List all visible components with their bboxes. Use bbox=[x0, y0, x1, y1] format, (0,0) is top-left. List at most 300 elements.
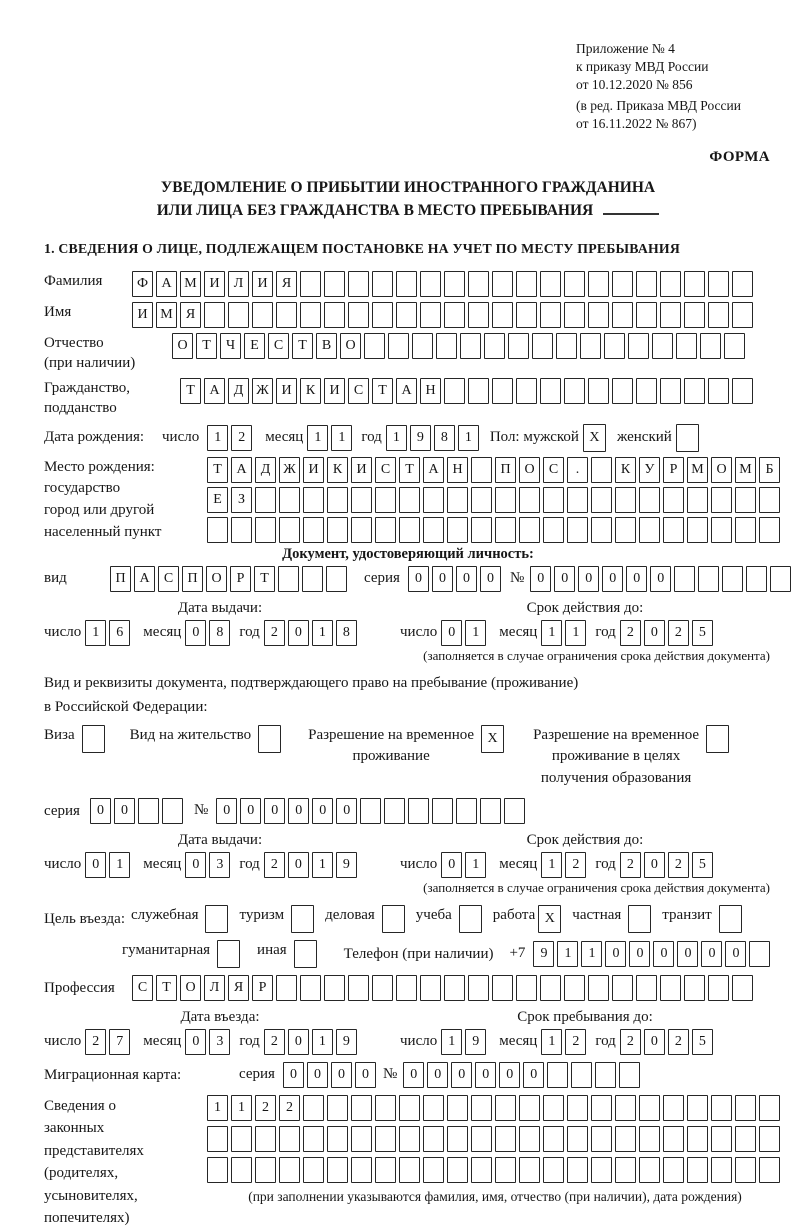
char-box[interactable]: 9 bbox=[336, 1029, 357, 1055]
char-box[interactable]: 0 bbox=[264, 798, 285, 824]
char-box[interactable] bbox=[460, 333, 481, 359]
char-box[interactable] bbox=[639, 487, 660, 513]
char-box[interactable] bbox=[423, 517, 444, 543]
char-box[interactable]: 2 bbox=[668, 620, 689, 646]
char-box[interactable] bbox=[375, 517, 396, 543]
char-box[interactable] bbox=[663, 517, 684, 543]
stay-month-boxes[interactable] bbox=[541, 1029, 589, 1055]
char-box[interactable] bbox=[324, 302, 345, 328]
char-box[interactable] bbox=[532, 333, 553, 359]
char-box[interactable] bbox=[615, 517, 636, 543]
birth-place-boxes-row3[interactable] bbox=[207, 517, 783, 543]
char-box[interactable]: 1 bbox=[207, 425, 228, 451]
char-box[interactable] bbox=[303, 1157, 324, 1183]
char-box[interactable]: 1 bbox=[312, 620, 333, 646]
char-box[interactable]: Я bbox=[180, 302, 201, 328]
char-box[interactable] bbox=[495, 487, 516, 513]
char-box[interactable]: 0 bbox=[677, 941, 698, 967]
char-box[interactable]: Т bbox=[196, 333, 217, 359]
char-box[interactable] bbox=[138, 798, 159, 824]
representatives-boxes-row2[interactable] bbox=[207, 1126, 783, 1152]
char-box[interactable] bbox=[567, 517, 588, 543]
char-box[interactable] bbox=[636, 975, 657, 1001]
char-box[interactable] bbox=[495, 1095, 516, 1121]
char-box[interactable] bbox=[468, 378, 489, 404]
char-box[interactable]: 0 bbox=[288, 620, 309, 646]
char-box[interactable] bbox=[759, 517, 780, 543]
char-box[interactable]: 0 bbox=[725, 941, 746, 967]
char-box[interactable]: 2 bbox=[565, 852, 586, 878]
char-box[interactable]: 3 bbox=[209, 1029, 230, 1055]
representatives-boxes-row3[interactable] bbox=[207, 1157, 783, 1183]
char-box[interactable] bbox=[591, 1126, 612, 1152]
char-box[interactable]: 8 bbox=[209, 620, 230, 646]
valid1-year-boxes[interactable] bbox=[620, 620, 716, 646]
char-box[interactable] bbox=[504, 798, 525, 824]
char-box[interactable]: О bbox=[172, 333, 193, 359]
char-box[interactable] bbox=[384, 798, 405, 824]
char-box[interactable] bbox=[687, 517, 708, 543]
char-box[interactable]: М bbox=[156, 302, 177, 328]
char-box[interactable]: И bbox=[303, 457, 324, 483]
char-box[interactable]: Д bbox=[228, 378, 249, 404]
char-box[interactable] bbox=[302, 566, 323, 592]
phone-boxes[interactable] bbox=[533, 941, 773, 967]
char-box[interactable] bbox=[351, 517, 372, 543]
char-box[interactable]: З bbox=[231, 487, 252, 513]
char-box[interactable] bbox=[351, 1157, 372, 1183]
char-box[interactable]: Ч bbox=[220, 333, 241, 359]
char-box[interactable]: 0 bbox=[451, 1062, 472, 1088]
char-box[interactable] bbox=[749, 941, 770, 967]
char-box[interactable]: 0 bbox=[701, 941, 722, 967]
char-box[interactable] bbox=[444, 378, 465, 404]
char-box[interactable]: 2 bbox=[668, 852, 689, 878]
char-box[interactable]: К bbox=[300, 378, 321, 404]
char-box[interactable] bbox=[556, 333, 577, 359]
char-box[interactable] bbox=[412, 333, 433, 359]
char-box[interactable]: 5 bbox=[692, 852, 713, 878]
char-box[interactable] bbox=[480, 798, 501, 824]
char-box[interactable] bbox=[388, 333, 409, 359]
char-box[interactable] bbox=[471, 1157, 492, 1183]
doc-kind-boxes[interactable] bbox=[110, 566, 350, 592]
char-box[interactable] bbox=[684, 302, 705, 328]
char-box[interactable]: Т bbox=[372, 378, 393, 404]
char-box[interactable] bbox=[612, 975, 633, 1001]
char-box[interactable] bbox=[375, 1126, 396, 1152]
char-box[interactable] bbox=[591, 457, 612, 483]
char-box[interactable] bbox=[663, 487, 684, 513]
char-box[interactable] bbox=[700, 333, 721, 359]
char-box[interactable] bbox=[540, 271, 561, 297]
char-box[interactable] bbox=[255, 517, 276, 543]
char-box[interactable] bbox=[471, 487, 492, 513]
temp-residence-education-checkbox[interactable] bbox=[706, 725, 732, 753]
char-box[interactable] bbox=[591, 1095, 612, 1121]
char-box[interactable] bbox=[372, 271, 393, 297]
char-box[interactable] bbox=[571, 1062, 592, 1088]
char-box[interactable] bbox=[351, 487, 372, 513]
char-box[interactable] bbox=[468, 302, 489, 328]
birth-day-boxes[interactable] bbox=[207, 425, 255, 451]
char-box[interactable] bbox=[303, 1095, 324, 1121]
char-box[interactable]: 0 bbox=[456, 566, 477, 592]
char-box[interactable] bbox=[595, 1062, 616, 1088]
char-box[interactable] bbox=[303, 1126, 324, 1152]
char-box[interactable]: 2 bbox=[565, 1029, 586, 1055]
char-box[interactable] bbox=[564, 975, 585, 1001]
char-box[interactable]: У bbox=[639, 457, 660, 483]
char-box[interactable] bbox=[687, 1126, 708, 1152]
char-box[interactable]: М bbox=[687, 457, 708, 483]
char-box[interactable] bbox=[615, 1157, 636, 1183]
char-box[interactable] bbox=[279, 1126, 300, 1152]
char-box[interactable]: 0 bbox=[240, 798, 261, 824]
char-box[interactable]: 1 bbox=[312, 852, 333, 878]
char-box[interactable] bbox=[711, 1095, 732, 1121]
char-box[interactable] bbox=[639, 1095, 660, 1121]
char-box[interactable] bbox=[639, 1157, 660, 1183]
char-box[interactable] bbox=[660, 271, 681, 297]
checkbox-cell[interactable] bbox=[719, 905, 742, 933]
char-box[interactable] bbox=[588, 378, 609, 404]
char-box[interactable] bbox=[444, 975, 465, 1001]
char-box[interactable] bbox=[732, 975, 753, 1001]
checkbox-cell[interactable] bbox=[205, 905, 228, 933]
char-box[interactable] bbox=[687, 487, 708, 513]
char-box[interactable] bbox=[456, 798, 477, 824]
char-box[interactable] bbox=[687, 1157, 708, 1183]
char-box[interactable] bbox=[396, 302, 417, 328]
char-box[interactable]: Н bbox=[420, 378, 441, 404]
valid2-day-boxes[interactable] bbox=[441, 852, 489, 878]
char-box[interactable] bbox=[375, 1095, 396, 1121]
char-box[interactable]: С bbox=[132, 975, 153, 1001]
purpose-chastnaya-checkbox[interactable] bbox=[628, 905, 654, 933]
char-box[interactable] bbox=[255, 1157, 276, 1183]
char-box[interactable]: А bbox=[204, 378, 225, 404]
blank-underline[interactable] bbox=[603, 199, 659, 215]
char-box[interactable] bbox=[519, 1095, 540, 1121]
char-box[interactable]: 0 bbox=[602, 566, 623, 592]
char-box[interactable] bbox=[375, 487, 396, 513]
char-box[interactable] bbox=[759, 1126, 780, 1152]
char-box[interactable] bbox=[276, 975, 297, 1001]
checkbox-cell[interactable] bbox=[676, 424, 699, 452]
char-box[interactable] bbox=[471, 457, 492, 483]
char-box[interactable]: 2 bbox=[255, 1095, 276, 1121]
char-box[interactable] bbox=[492, 975, 513, 1001]
char-box[interactable] bbox=[327, 487, 348, 513]
char-box[interactable]: 0 bbox=[288, 1029, 309, 1055]
char-box[interactable]: М bbox=[735, 457, 756, 483]
citizenship-boxes[interactable] bbox=[180, 378, 756, 404]
entry-year-boxes[interactable] bbox=[264, 1029, 360, 1055]
char-box[interactable] bbox=[567, 1126, 588, 1152]
char-box[interactable] bbox=[231, 1126, 252, 1152]
char-box[interactable] bbox=[484, 333, 505, 359]
char-box[interactable] bbox=[676, 333, 697, 359]
char-box[interactable] bbox=[684, 975, 705, 1001]
char-box[interactable]: Ф bbox=[132, 271, 153, 297]
char-box[interactable]: С bbox=[543, 457, 564, 483]
char-box[interactable]: И bbox=[276, 378, 297, 404]
issue2-year-boxes[interactable] bbox=[264, 852, 360, 878]
char-box[interactable]: 0 bbox=[578, 566, 599, 592]
char-box[interactable] bbox=[674, 566, 695, 592]
char-box[interactable] bbox=[399, 517, 420, 543]
char-box[interactable]: 0 bbox=[432, 566, 453, 592]
char-box[interactable] bbox=[360, 798, 381, 824]
char-box[interactable]: А bbox=[231, 457, 252, 483]
char-box[interactable]: 0 bbox=[653, 941, 674, 967]
char-box[interactable]: 2 bbox=[668, 1029, 689, 1055]
char-box[interactable] bbox=[543, 487, 564, 513]
char-box[interactable] bbox=[580, 333, 601, 359]
char-box[interactable] bbox=[399, 1126, 420, 1152]
char-box[interactable]: 0 bbox=[499, 1062, 520, 1088]
char-box[interactable] bbox=[252, 302, 273, 328]
char-box[interactable] bbox=[543, 517, 564, 543]
char-box[interactable]: 0 bbox=[185, 1029, 206, 1055]
char-box[interactable]: 3 bbox=[209, 852, 230, 878]
char-box[interactable] bbox=[300, 975, 321, 1001]
char-box[interactable]: Т bbox=[156, 975, 177, 1001]
char-box[interactable] bbox=[564, 378, 585, 404]
char-box[interactable] bbox=[348, 271, 369, 297]
birth-year-boxes[interactable] bbox=[386, 425, 482, 451]
char-box[interactable]: 2 bbox=[620, 1029, 641, 1055]
birth-place-boxes-row2[interactable] bbox=[207, 487, 783, 513]
purpose-ucheba-checkbox[interactable] bbox=[459, 905, 485, 933]
gender-female-checkbox[interactable] bbox=[676, 424, 702, 452]
char-box[interactable] bbox=[591, 517, 612, 543]
permit-series-boxes[interactable] bbox=[90, 798, 186, 824]
char-box[interactable] bbox=[468, 975, 489, 1001]
residence-permit-checkbox[interactable] bbox=[258, 725, 284, 753]
char-box[interactable] bbox=[444, 302, 465, 328]
purpose-turizm-checkbox[interactable] bbox=[291, 905, 317, 933]
char-box[interactable]: 0 bbox=[336, 798, 357, 824]
char-box[interactable] bbox=[204, 302, 225, 328]
char-box[interactable] bbox=[604, 333, 625, 359]
char-box[interactable] bbox=[519, 1157, 540, 1183]
char-box[interactable] bbox=[639, 1126, 660, 1152]
visa-checkbox[interactable] bbox=[82, 725, 108, 753]
char-box[interactable] bbox=[207, 1157, 228, 1183]
char-box[interactable]: 2 bbox=[264, 1029, 285, 1055]
valid1-day-boxes[interactable] bbox=[441, 620, 489, 646]
char-box[interactable] bbox=[492, 302, 513, 328]
char-box[interactable]: В bbox=[316, 333, 337, 359]
char-box[interactable] bbox=[543, 1157, 564, 1183]
char-box[interactable]: 0 bbox=[644, 620, 665, 646]
char-box[interactable]: 1 bbox=[331, 425, 352, 451]
char-box[interactable] bbox=[396, 271, 417, 297]
char-box[interactable]: 0 bbox=[605, 941, 626, 967]
char-box[interactable]: 5 bbox=[692, 620, 713, 646]
valid2-year-boxes[interactable] bbox=[620, 852, 716, 878]
char-box[interactable]: 1 bbox=[85, 620, 106, 646]
char-box[interactable]: О bbox=[711, 457, 732, 483]
char-box[interactable]: 9 bbox=[465, 1029, 486, 1055]
checkbox-cell[interactable]: X bbox=[538, 905, 561, 933]
char-box[interactable] bbox=[660, 302, 681, 328]
char-box[interactable] bbox=[372, 975, 393, 1001]
char-box[interactable] bbox=[711, 1126, 732, 1152]
migration-number-boxes[interactable] bbox=[403, 1062, 643, 1088]
char-box[interactable]: 0 bbox=[480, 566, 501, 592]
char-box[interactable] bbox=[543, 1095, 564, 1121]
char-box[interactable] bbox=[759, 1157, 780, 1183]
char-box[interactable] bbox=[652, 333, 673, 359]
valid1-month-boxes[interactable] bbox=[541, 620, 589, 646]
given-name-boxes[interactable] bbox=[132, 302, 756, 328]
char-box[interactable] bbox=[588, 975, 609, 1001]
char-box[interactable] bbox=[711, 1157, 732, 1183]
char-box[interactable] bbox=[547, 1062, 568, 1088]
entry-day-boxes[interactable] bbox=[85, 1029, 133, 1055]
char-box[interactable]: 0 bbox=[626, 566, 647, 592]
char-box[interactable]: 1 bbox=[541, 1029, 562, 1055]
char-box[interactable] bbox=[591, 1157, 612, 1183]
char-box[interactable]: 8 bbox=[336, 620, 357, 646]
issue2-day-boxes[interactable] bbox=[85, 852, 133, 878]
char-box[interactable]: 7 bbox=[109, 1029, 130, 1055]
char-box[interactable]: 8 bbox=[434, 425, 455, 451]
char-box[interactable]: 1 bbox=[465, 852, 486, 878]
char-box[interactable] bbox=[516, 302, 537, 328]
representatives-boxes-row1[interactable] bbox=[207, 1095, 783, 1121]
char-box[interactable]: Р bbox=[230, 566, 251, 592]
purpose-delovaya-checkbox[interactable] bbox=[382, 905, 408, 933]
char-box[interactable] bbox=[663, 1126, 684, 1152]
char-box[interactable] bbox=[447, 487, 468, 513]
char-box[interactable] bbox=[519, 517, 540, 543]
char-box[interactable]: 2 bbox=[231, 425, 252, 451]
char-box[interactable] bbox=[687, 1095, 708, 1121]
valid2-month-boxes[interactable] bbox=[541, 852, 589, 878]
char-box[interactable]: Т bbox=[292, 333, 313, 359]
char-box[interactable] bbox=[279, 487, 300, 513]
char-box[interactable] bbox=[300, 302, 321, 328]
char-box[interactable] bbox=[324, 975, 345, 1001]
char-box[interactable]: 0 bbox=[427, 1062, 448, 1088]
char-box[interactable] bbox=[162, 798, 183, 824]
char-box[interactable]: . bbox=[567, 457, 588, 483]
char-box[interactable] bbox=[423, 1157, 444, 1183]
checkbox-cell[interactable] bbox=[459, 905, 482, 933]
char-box[interactable] bbox=[612, 378, 633, 404]
char-box[interactable]: Р bbox=[663, 457, 684, 483]
char-box[interactable] bbox=[447, 1095, 468, 1121]
checkbox-cell[interactable] bbox=[217, 940, 240, 968]
char-box[interactable]: Я bbox=[276, 271, 297, 297]
char-box[interactable]: 1 bbox=[458, 425, 479, 451]
char-box[interactable] bbox=[567, 1095, 588, 1121]
char-box[interactable]: 1 bbox=[231, 1095, 252, 1121]
char-box[interactable]: 0 bbox=[312, 798, 333, 824]
char-box[interactable] bbox=[423, 1126, 444, 1152]
purpose-gumanitarnaya-checkbox[interactable] bbox=[217, 940, 243, 968]
char-box[interactable]: С bbox=[158, 566, 179, 592]
char-box[interactable] bbox=[303, 487, 324, 513]
char-box[interactable] bbox=[255, 1126, 276, 1152]
char-box[interactable] bbox=[639, 517, 660, 543]
char-box[interactable]: 0 bbox=[85, 852, 106, 878]
char-box[interactable] bbox=[660, 378, 681, 404]
char-box[interactable]: 2 bbox=[85, 1029, 106, 1055]
char-box[interactable] bbox=[564, 302, 585, 328]
patronymic-boxes[interactable] bbox=[172, 333, 748, 359]
char-box[interactable]: 2 bbox=[279, 1095, 300, 1121]
char-box[interactable]: С bbox=[375, 457, 396, 483]
char-box[interactable] bbox=[567, 1157, 588, 1183]
issue1-year-boxes[interactable] bbox=[264, 620, 360, 646]
char-box[interactable]: С bbox=[268, 333, 289, 359]
char-box[interactable] bbox=[628, 333, 649, 359]
char-box[interactable]: Ж bbox=[252, 378, 273, 404]
char-box[interactable]: 1 bbox=[386, 425, 407, 451]
char-box[interactable]: 1 bbox=[557, 941, 578, 967]
char-box[interactable] bbox=[519, 1126, 540, 1152]
char-box[interactable] bbox=[564, 271, 585, 297]
char-box[interactable]: 0 bbox=[288, 852, 309, 878]
char-box[interactable]: 0 bbox=[185, 852, 206, 878]
char-box[interactable] bbox=[492, 271, 513, 297]
char-box[interactable] bbox=[231, 1157, 252, 1183]
char-box[interactable] bbox=[399, 1095, 420, 1121]
char-box[interactable]: О bbox=[180, 975, 201, 1001]
char-box[interactable] bbox=[471, 1126, 492, 1152]
char-box[interactable] bbox=[711, 517, 732, 543]
char-box[interactable]: 0 bbox=[475, 1062, 496, 1088]
issue2-month-boxes[interactable] bbox=[185, 852, 233, 878]
char-box[interactable] bbox=[495, 1126, 516, 1152]
char-box[interactable] bbox=[495, 1157, 516, 1183]
issue1-day-boxes[interactable] bbox=[85, 620, 133, 646]
checkbox-cell[interactable] bbox=[291, 905, 314, 933]
char-box[interactable] bbox=[663, 1157, 684, 1183]
char-box[interactable] bbox=[327, 1157, 348, 1183]
char-box[interactable] bbox=[615, 1095, 636, 1121]
char-box[interactable] bbox=[495, 517, 516, 543]
char-box[interactable]: О bbox=[206, 566, 227, 592]
char-box[interactable]: 0 bbox=[307, 1062, 328, 1088]
char-box[interactable] bbox=[543, 1126, 564, 1152]
char-box[interactable] bbox=[516, 271, 537, 297]
char-box[interactable] bbox=[423, 487, 444, 513]
char-box[interactable]: Р bbox=[252, 975, 273, 1001]
char-box[interactable]: 2 bbox=[264, 620, 285, 646]
char-box[interactable] bbox=[364, 333, 385, 359]
char-box[interactable]: 0 bbox=[185, 620, 206, 646]
char-box[interactable] bbox=[471, 1095, 492, 1121]
char-box[interactable] bbox=[327, 517, 348, 543]
char-box[interactable]: 0 bbox=[331, 1062, 352, 1088]
stay-day-boxes[interactable] bbox=[441, 1029, 489, 1055]
char-box[interactable]: 1 bbox=[441, 1029, 462, 1055]
issue1-month-boxes[interactable] bbox=[185, 620, 233, 646]
char-box[interactable] bbox=[348, 302, 369, 328]
char-box[interactable]: 1 bbox=[109, 852, 130, 878]
char-box[interactable]: 6 bbox=[109, 620, 130, 646]
char-box[interactable]: А bbox=[134, 566, 155, 592]
char-box[interactable]: 1 bbox=[541, 620, 562, 646]
purpose-sluzhebnaya-checkbox[interactable] bbox=[205, 905, 231, 933]
char-box[interactable]: А bbox=[156, 271, 177, 297]
